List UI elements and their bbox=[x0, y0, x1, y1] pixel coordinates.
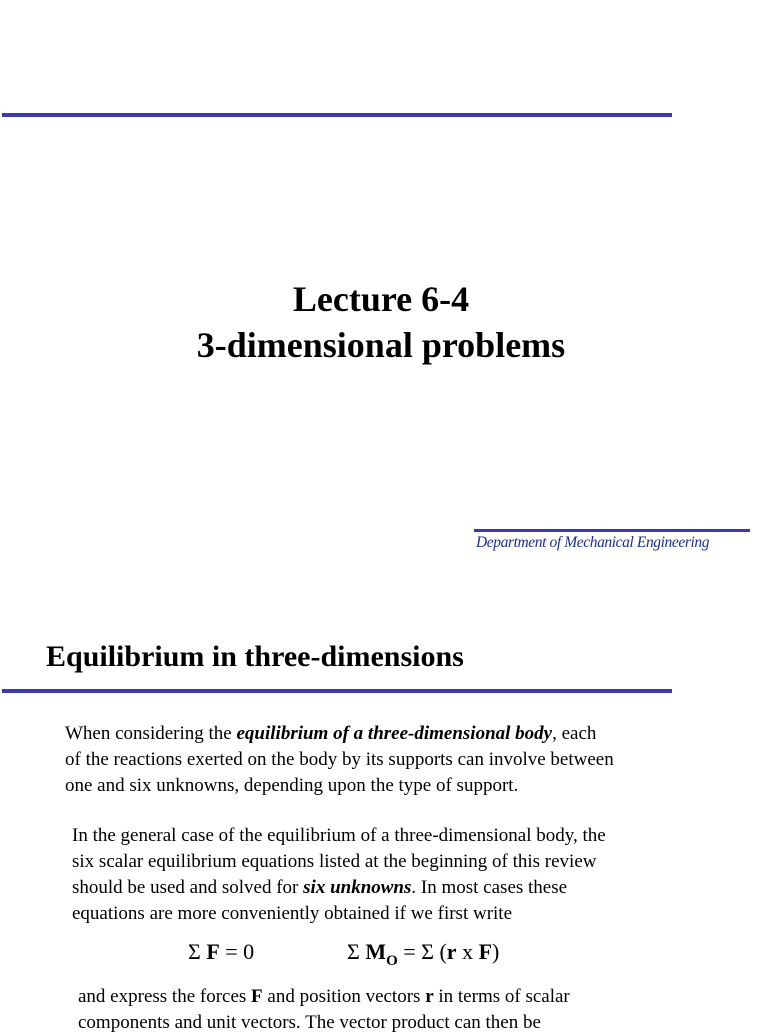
paragraph-intro bbox=[65, 721, 614, 799]
vector-symbol: r bbox=[446, 939, 457, 964]
vector-symbol: r bbox=[425, 986, 434, 1007]
moment-equation bbox=[347, 939, 500, 969]
force-equation bbox=[188, 939, 254, 965]
paragraph-line: In the general case of the equilibrium of a three-dimensional body, the bbox=[72, 825, 606, 846]
equation-text: = Σ ( bbox=[397, 939, 447, 964]
subscript: O bbox=[386, 953, 398, 969]
emphasis-text: equilibrium of a three-dimensional body bbox=[236, 723, 553, 744]
department-divider bbox=[474, 529, 750, 532]
equation-text: = 0 bbox=[219, 939, 255, 964]
paragraph-line bbox=[72, 875, 606, 901]
top-divider bbox=[2, 113, 672, 117]
text-span: in terms of scalar bbox=[433, 986, 570, 1007]
vector-symbol: F bbox=[206, 939, 220, 964]
text-span: and express the forces bbox=[78, 986, 252, 1007]
paragraph-line bbox=[78, 984, 570, 1010]
paragraph-line: components and unit vectors. The vector product can then be bbox=[78, 1012, 541, 1033]
paragraph-line: six scalar equilibrium equations listed at the beginning of this review bbox=[72, 851, 597, 872]
equation-text: ) bbox=[492, 939, 500, 964]
department-label: Department of Mechanical Engineering bbox=[476, 534, 710, 551]
vector-symbol: M bbox=[365, 939, 387, 964]
vector-symbol: F bbox=[251, 986, 263, 1007]
paragraph-line: equations are more conveniently obtained if we first write bbox=[72, 903, 513, 924]
lecture-title bbox=[0, 276, 762, 368]
text-span: When considering the bbox=[65, 723, 237, 744]
lecture-title-line2: 3-dimensional problems bbox=[196, 325, 566, 365]
paragraph-line: of the reactions exerted on the body by its supports can involve between bbox=[65, 749, 614, 770]
text-span: . In most cases these bbox=[411, 877, 568, 898]
text-span: should be used and solved for bbox=[72, 877, 304, 898]
section-divider bbox=[2, 689, 672, 693]
emphasis-text: six unknowns bbox=[303, 877, 412, 898]
paragraph-vector-form bbox=[78, 984, 570, 1036]
paragraph-line bbox=[65, 721, 614, 747]
text-span: and position vectors bbox=[262, 986, 426, 1007]
equation-text: x bbox=[456, 939, 479, 964]
paragraph-general-case bbox=[72, 823, 606, 927]
lecture-title-line1: Lecture 6-4 bbox=[292, 279, 470, 319]
section-heading: Equilibrium in three-dimensions bbox=[46, 640, 464, 673]
sigma-symbol: Σ bbox=[188, 939, 201, 964]
text-span: , each bbox=[552, 723, 597, 744]
paragraph-line: one and six unknowns, depending upon the type of support. bbox=[65, 775, 519, 796]
sigma-symbol: Σ bbox=[347, 939, 360, 964]
vector-symbol: F bbox=[478, 939, 493, 964]
